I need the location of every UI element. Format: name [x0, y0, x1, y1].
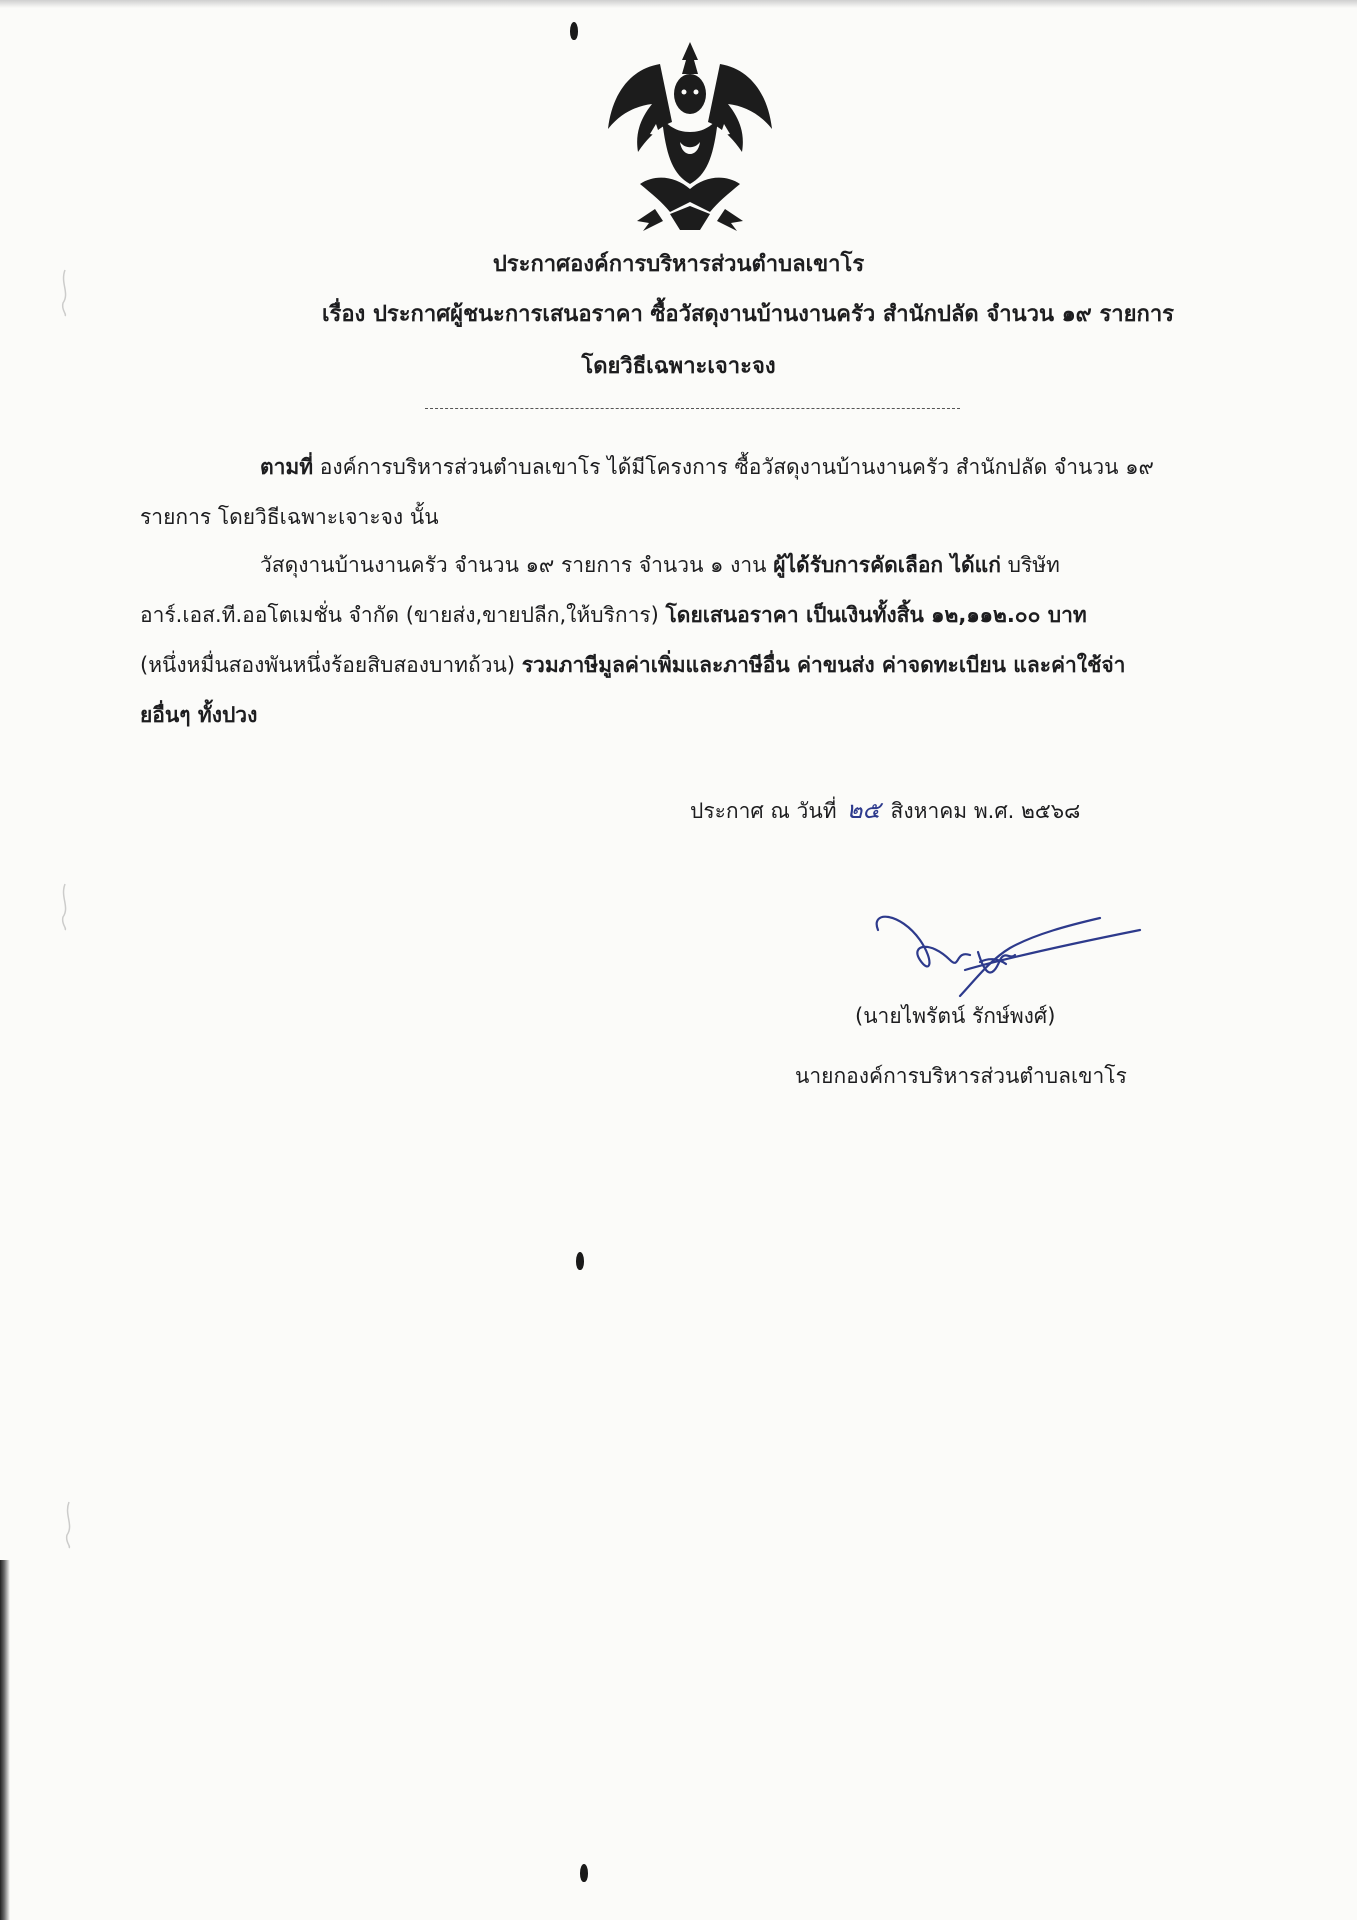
price-in-words: (หนึ่งหมื่นสองพันหนึ่งร้อยสิบสองบาทถ้วน) [140, 653, 522, 677]
punch-mark [576, 1252, 584, 1270]
signer-position: นายกองค์การบริหารส่วนตำบลเขาโร [795, 1064, 1127, 1088]
paragraph-text: องค์การบริหารส่วนตำบลเขาโร ได้มีโครงการ ซื้อวัสดุงานบ้านงานครัว สำนักปลัด จำนวน ๑๙ รายการ โดยวิธีเฉพาะเจาะจง นั้น [140, 455, 1154, 529]
tax-note: รวมภาษีมูลค่าเพิ่มและภาษีอื่น ค่าขนส่ง ค่าจดทะเบียน และค่าใช้จ่ายอื่นๆ ทั้งปวง [140, 653, 1126, 727]
garuda-emblem-icon [600, 34, 780, 234]
item-description: วัสดุงานบ้านงานครัว จำนวน ๑๙ รายการ จำนวน ๑ งาน [260, 553, 774, 577]
punch-mark [580, 1864, 588, 1882]
document-subject: เรื่อง ประกาศผู้ชนะการเสนอราคา ซื้อวัสดุงานบ้านงานครัว สำนักปลัด จำนวน ๑๙ รายการ [322, 302, 1174, 327]
procurement-method: โดยวิธีเฉพาะเจาะจง [581, 354, 776, 379]
punch-mark [570, 22, 578, 40]
paragraph-announcement [140, 442, 1160, 542]
signer-name: (นายไพรัตน์ รักษ์พงศ์) [855, 1004, 1056, 1028]
winner-company: บริษัท อาร์.เอส.ที.ออโตเมชั่น จำกัด (ขายส่ง,ขายปลีก,ให้บริการ) [140, 553, 1060, 627]
date-day-handwritten: ๒๕ [846, 796, 881, 824]
document-title: ประกาศองค์การบริหารส่วนตำบลเขาโร [492, 252, 865, 277]
price-label: โดยเสนอราคา เป็นเงินทั้งสิ้น [665, 603, 924, 627]
paragraph-winner [140, 540, 1160, 740]
scan-shadow-left [0, 1560, 10, 1920]
winner-label: ผู้ได้รับการคัดเลือก ได้แก่ [773, 553, 1001, 577]
date-prefix: ประกาศ ณ วันที่ [690, 799, 837, 823]
price-value: ๑๒,๑๑๒.๐๐ บาท [923, 603, 1087, 627]
heading-divider [425, 408, 960, 409]
scan-artifact-mark [62, 1500, 76, 1550]
scan-artifact-mark [58, 268, 72, 318]
announcement-date [690, 790, 1080, 829]
scan-shadow-top [0, 0, 1357, 8]
paragraph-lead: ตามที่ [260, 455, 314, 479]
date-month-year: สิงหาคม พ.ศ. ๒๕๖๘ [890, 799, 1081, 823]
scan-artifact-mark [58, 882, 72, 932]
